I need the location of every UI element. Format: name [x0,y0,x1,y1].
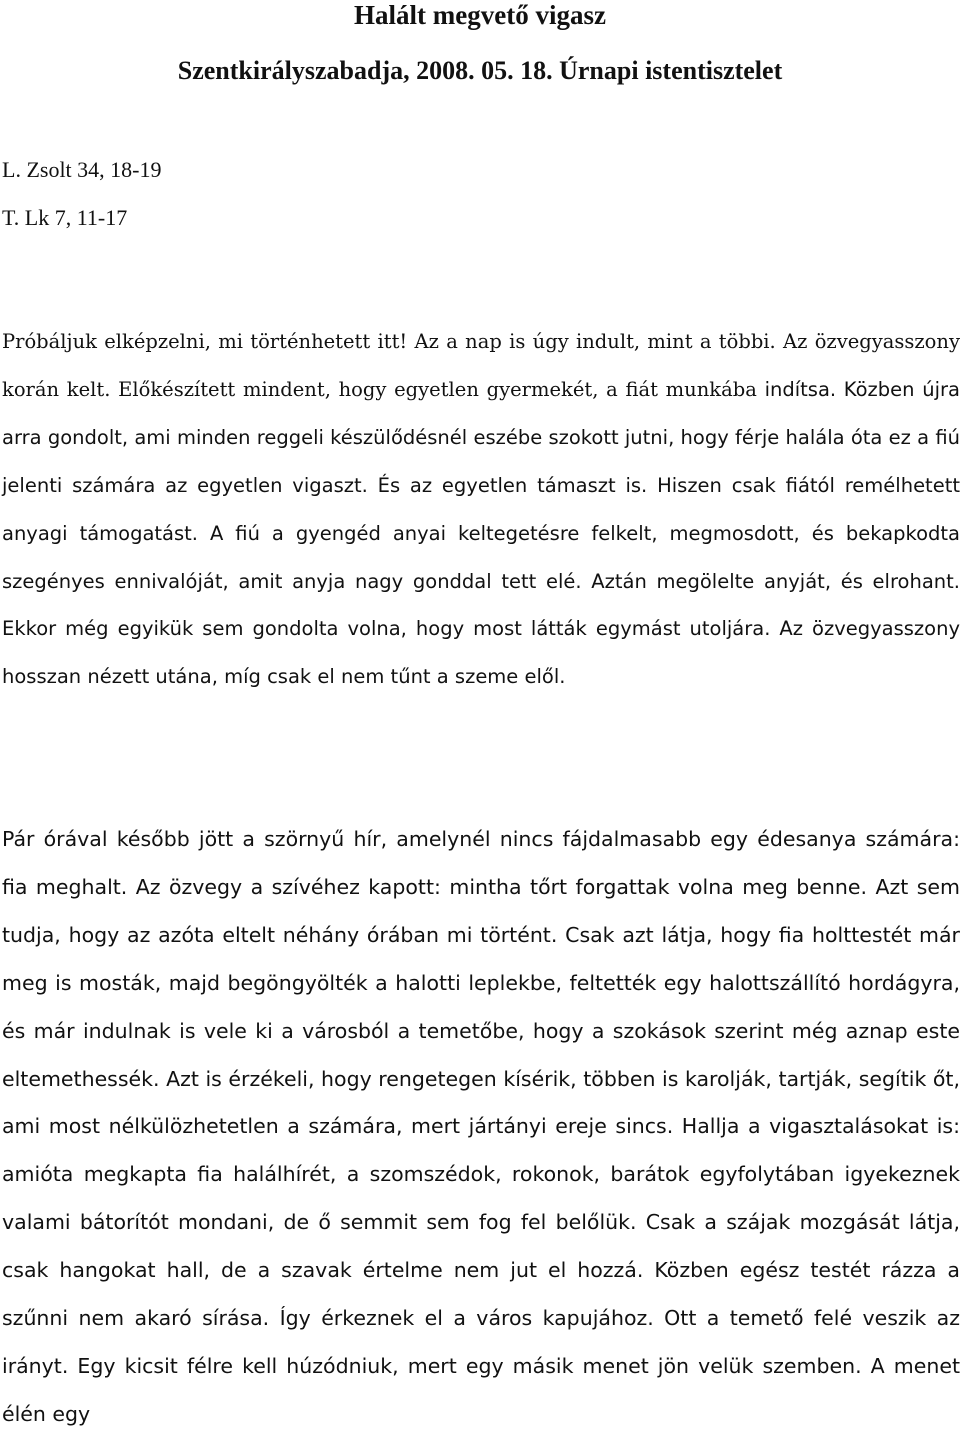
page-title: Halált megvető vigasz [354,0,606,30]
paragraph-1-continuation: indítsa. Közben újra arra gondolt, ami minden reggeli készülődésnél eszébe szokott jutni, hogy férje halála óta ez a fiú jelenti számára az egyetlen vigaszt. És az egyetlen támaszt is. Hiszen csak fiától remélhetett anyagi támogatást. A fiú a gyengéd anyai keltegetésre felkelt, megmosdott, és bekapkodta szegényes ennivalóját, amit anyja nagy gonddal tett elé. Aztán megölelte anyját, és elrohant. Ekkor még egyikük sem gondolta volna, hogy most látták egymást utoljára. Az özvegyasszony hosszan nézett utána, míg csak el nem tűnt a szeme elől. [2,377,960,689]
paragraph-1-opening: Próbáljuk elképzelni, mi történhetett itt! Az a nap is úgy indult, mint a többi. Az özvegyasszony korán kelt. Előkészített mindent, hogy egyetlen gyermekét, a fiát munkába [2,330,960,401]
body-paragraph-1 [2,318,960,701]
page-subtitle: Szentkirályszabadja, 2008. 05. 18. Úrnapi istentisztelet [177,56,783,85]
body-paragraph-2: Pár órával később jött a szörnyű hír, amelynél nincs fájdalmasabb egy édesanya számára: fia meghalt. Az özvegy a szívéhez kapott: mintha tőrt forgattak volna meg benne. Azt sem tudja, hogy az azóta eltelt néhány órában mi történt. Csak azt látja, hogy fia holttestét már meg is mosták, majd begöngyölték a halotti leplekbe, feltették egy halottszállító hordágyra, és már indulnak is vele ki a városból a temetőbe, hogy a szokások szerint még aznap este eltemethessék. Azt is érzékeli, hogy rengetegen kísérik, többen is karolják, tartják, segítik őt, ami most nélkülözhetetlen a számára, mert jártányi ereje sincs. Hallja a vigasztalásokat is: amióta megkapta fia halálhírét, a szomszédok, rokonok, barátok egyfolytában igyekeznek valami bátorítót mondani, de ő semmit sem fog fel belőlük. Csak a szájak mozgását látja, csak hangokat hall, de a szavak értelme nem jut el hozzá. Közben egész testét rázza a szűnni nem akaró sírása. Így érkeznek el a város kapujához. Ott a temető felé veszik az irányt. Egy kicsit félre kell húzódniuk, mert egy másik menet jön velük szemben. A menet élén egy [2,827,960,1426]
scripture-reference-psalm: L. Zsolt 34, 18-19 [2,157,162,182]
scripture-reference-luke: T. Lk 7, 11-17 [2,205,128,230]
